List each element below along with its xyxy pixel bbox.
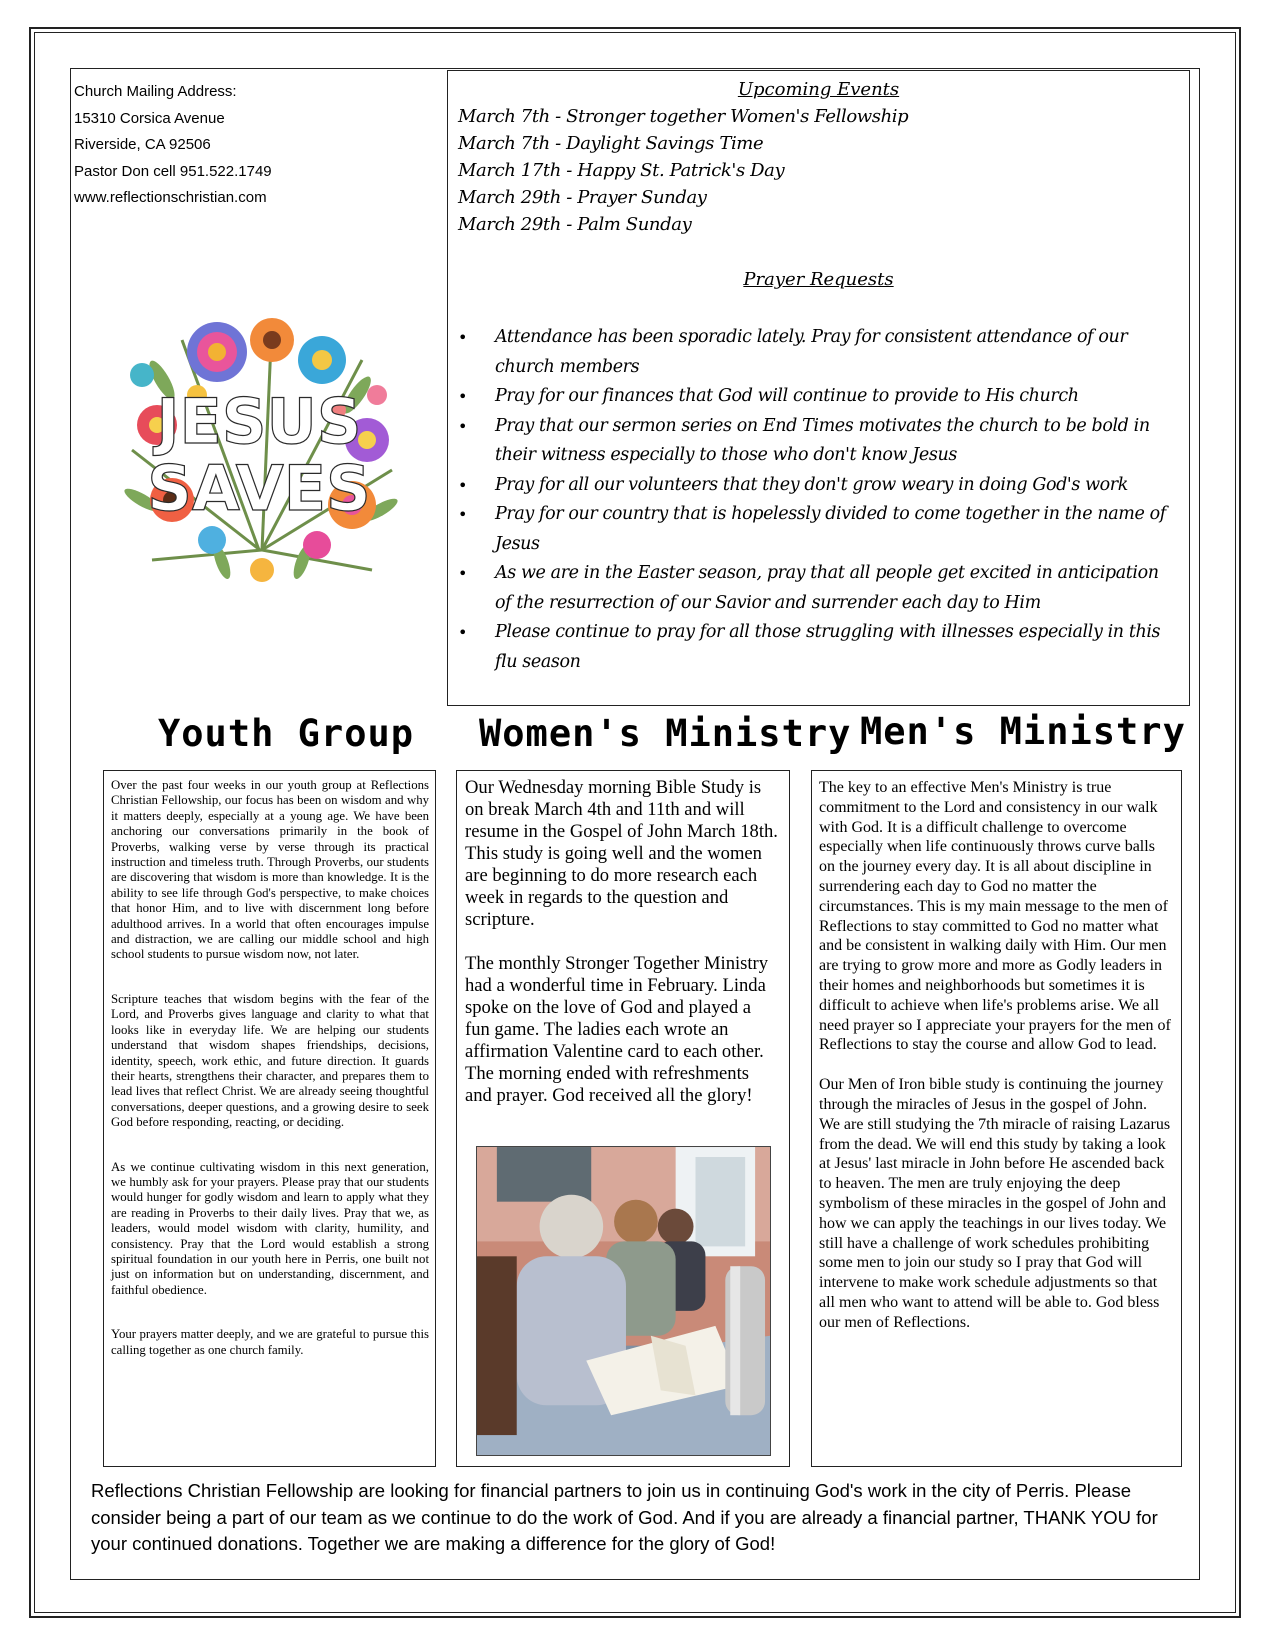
prayer-item [458, 618, 1178, 677]
event-item: March 7th - Stronger together Women's Fellowship [458, 106, 909, 127]
events-list [458, 103, 908, 238]
prayer-item [458, 471, 1178, 501]
men-paragraph: Our Men of Iron bible study is continuing the journey through the miracles of Jesus in the gospel of John. We are still studying the 7th miracle of raising Lazarus from the dead. We will end this study by taking a look at Jesus' last miracle in John before He ascended back to heaven. The men are truly enjoying the deep symbolism of these miracles in the gospel of John and how we can apply the teachings in our lives today. We still have a challenge of work schedules prohibiting some men to join our study so I pray that God will intervene to make work schedule adjustments so that all men who want to attend will be able to. God bless our men of Reflections. [819, 1076, 1171, 1331]
prayer-text: Pray for all our volunteers that they don't grow weary in doing God's work [495, 474, 1128, 495]
mens-ministry-title: Men's Ministry [860, 710, 1186, 753]
church-website: www.reflectionschristian.com [74, 189, 267, 206]
bullet-icon: • [458, 387, 468, 406]
address-city: Riverside, CA 92506 [74, 136, 211, 153]
logo-line-jesus: JESUS [156, 385, 362, 458]
prayer-item [458, 559, 1178, 618]
event-item: March 17th - Happy St. Patrick's Day [458, 160, 785, 181]
event-item: March 29th - Prayer Sunday [458, 187, 707, 208]
events-prayer-box [447, 70, 1190, 706]
financial-partners-appeal: Reflections Christian Fellowship are looking for financial partners to join us in continuing God's work in the city of Perris. Please consider being a part of our team as we continue to do the work of God. And if you are already a financial partner, THANK YOU for your continued donations. Together we are making a difference for the glory of God! [91, 1480, 1158, 1554]
prayer-text: Pray for our finances that God will continue to provide to His church [495, 386, 1079, 406]
bullet-icon: • [458, 416, 468, 436]
prayer-requests-title: Prayer Requests [743, 269, 894, 290]
womens-ministry-text [465, 777, 780, 1129]
bullet-icon: • [458, 505, 468, 524]
prayer-item [458, 412, 1178, 471]
jesus-saves-logo [112, 300, 407, 590]
prayer-item [458, 500, 1178, 559]
prayer-text: Attendance has been sporadic lately. Pray for consistent attendance of our church members [495, 327, 1128, 377]
youth-group-title: Youth Group [158, 712, 415, 755]
pastor-phone: Pastor Don cell 951.522.1749 [74, 162, 272, 180]
mens-ministry-text [819, 778, 1171, 1353]
address-street: 15310 Corsica Avenue [74, 109, 225, 127]
prayer-item [458, 323, 1178, 382]
youth-paragraph: Over the past four weeks in our youth group at Reflections Christian Fellowship, our focus has been on wisdom and why it matters deeply, especially at a young age. We have been anchoring our conversations primarily in the book of Proverbs, walking verse by verse through its practical instruction and timeless truth. Through Proverbs, our students are discovering that wisdom is more than knowledge. It is the ability to see life through God's perspective, to make choices that honor Him, and to live with discernment long before adulthood arrives. In a world that often encourages impulse and distraction, we are calling our middle school and high school students to pursue wisdom now, not later. [111, 778, 429, 962]
youth-group-text [111, 778, 429, 1387]
prayer-text: Pray for our country that is hopelessly divided to come together in the name of Jesus [495, 504, 1166, 554]
youth-paragraph: As we continue cultivating wisdom in this next generation, we humbly ask for your prayers. Please pray that our students would hunger for godly wisdom and learn to apply what they are reading in Proverbs to their daily lives. Pray that we, as leaders, would model wisdom with clarity, humility, and consistency. Pray that the Lord would establish a strong spiritual foundation in our youth here in Perris, one built not just on information but on understanding, discernment, and faithful obedience. [111, 1159, 429, 1297]
upcoming-events-title: Upcoming Events [737, 79, 900, 100]
prayer-text: Please continue to pray for all those struggling with illnesses especially in this flu season [495, 622, 1161, 672]
bullet-icon: • [458, 564, 468, 583]
prayer-text: Pray that our sermon series on End Times motivates the church to be bold in their witness especially to those who don't know Jesus [495, 415, 1150, 465]
women-paragraph: Our Wednesday morning Bible Study is on break March 4th and 11th and will resume in the Gospel of John March 18th. This study is going well and the women are beginning to do more research each week in regards to the question and scripture. [465, 777, 778, 930]
men-paragraph: The key to an effective Men's Ministry is true commitment to the Lord and consistency in our walk with God. It is a difficult challenge to overcome especially when life continuously throws curve balls on the journey every day. It is all about discipline in surrendering each day to God no matter the circumstances. This is my main message to the men of Reflections to stay committed to God no matter what and be consistent in walking daily with Him. Our men are trying to grow more and more as Godly leaders in their homes and neighborhoods but sometimes it is difficult to achieve when life's problems arise. We all need prayer so I appreciate your prayers for the men of Reflections to stay the course and allow God to lead. [819, 779, 1171, 1054]
womens-bible-study-photo [476, 1146, 771, 1456]
youth-paragraph: Your prayers matter deeply, and we are grateful to pursue this calling together as one church family. [111, 1327, 429, 1357]
youth-paragraph: Scripture teaches that wisdom begins with the fear of the Lord, and Proverbs gives language and clarity to what that looks like in everyday life. We are helping our students understand that wisdom shapes friendships, decisions, identity, speech, work ethic, and future direction. It guards their hearts, strengthens their character, and prepares them to lead lives that reflect Christ. We are already seeing thoughtful conversations, deeper questions, and a growing desire to seek God before responding, reacting, or deciding. [111, 991, 429, 1130]
bullet-icon: • [458, 328, 468, 347]
womens-ministry-title: Women's Ministry [479, 712, 852, 755]
bullet-icon: • [458, 475, 468, 495]
event-item: March 7th - Daylight Savings Time [458, 133, 764, 154]
prayer-requests-list [458, 323, 1178, 677]
mailing-address [74, 79, 272, 212]
bullet-icon: • [458, 623, 468, 642]
logo-line-saves: SAVES [147, 452, 371, 525]
prayer-item [458, 382, 1178, 412]
women-paragraph: The monthly Stronger Together Ministry had a wonderful time in February. Linda spoke on the love of God and played a fun game. The ladies each wrote an affirmation Valentine card to each other. The morning ended with refreshments and prayer. God received all the glory! [465, 953, 769, 1106]
address-label: Church Mailing Address: [74, 83, 237, 100]
event-item: March 29th - Palm Sunday [458, 214, 692, 235]
prayer-text: As we are in the Easter season, pray that all people get excited in anticipation of the resurrection of our Savior and surrender each day to Him [495, 563, 1159, 613]
